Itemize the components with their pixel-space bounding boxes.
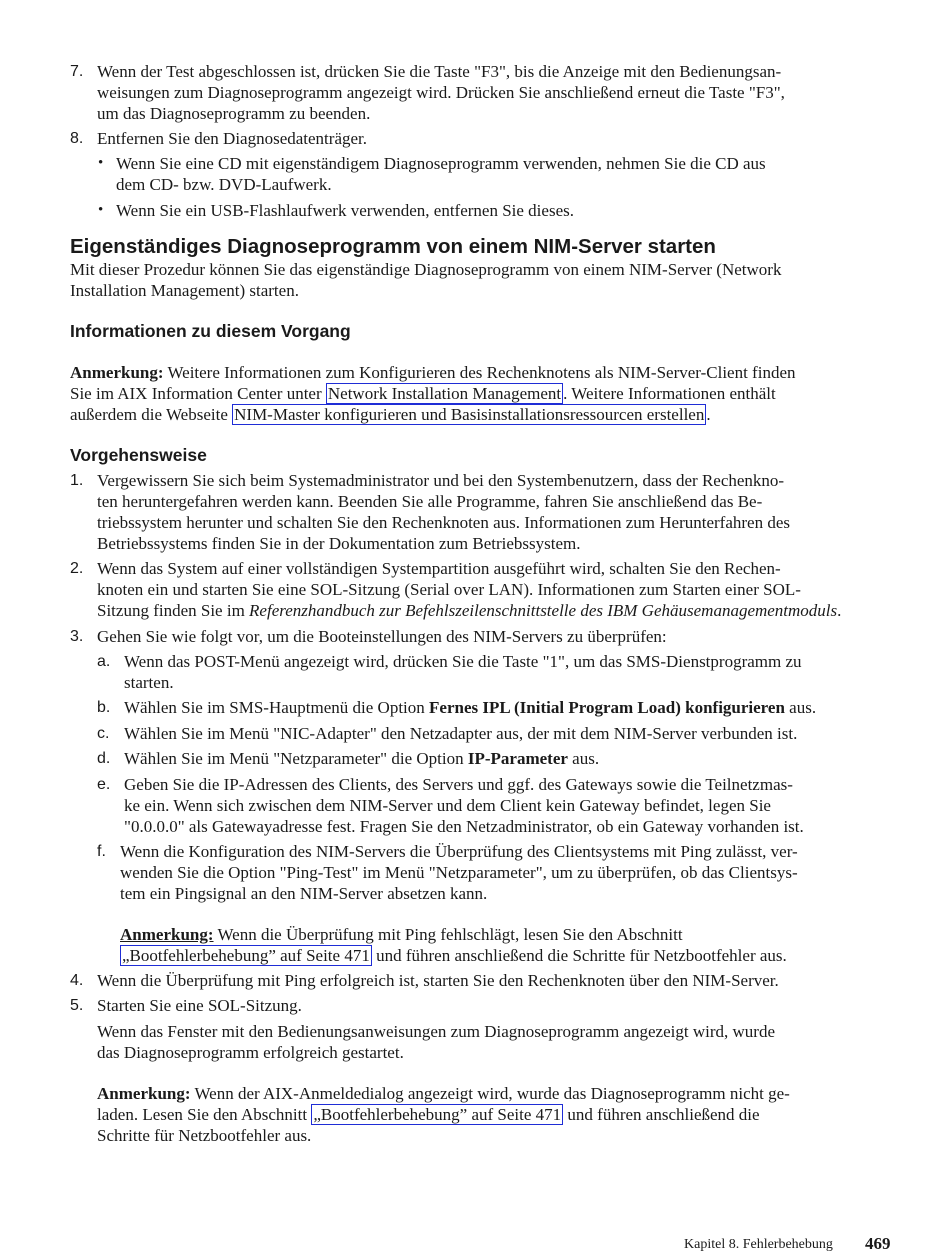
proc-step-5-note-line-2: laden. Lesen Sie den Abschnitt „Bootfehlerbehebung” auf Seite 471 und führen anschließend die	[97, 1105, 760, 1124]
section-title: Eigenständiges Diagnoseprogramm von einem NIM-Server starten	[70, 235, 716, 258]
substep-a-line-2: starten.	[124, 673, 174, 692]
proc-step-1-line-2: ten heruntergefahren werden kann. Beenden Sie alle Programme, fahren Sie anschließend das Be-	[97, 492, 763, 511]
substep-a-letter: a.	[97, 653, 111, 670]
substep-f-letter: f.	[97, 843, 106, 860]
info-note-line-3: außerdem die Webseite NIM-Master konfigurieren und Basisinstallationsressourcen erstellen .	[70, 405, 711, 424]
proc-step-3-number: 3.	[70, 628, 84, 645]
bullet-icon: •	[98, 155, 104, 171]
note-label: Anmerkung:	[70, 363, 164, 382]
proc-step-2-number: 2.	[70, 560, 84, 577]
proc-step-1-line-3: triebssystem herunter und schalten Sie den Rechenknoten aus. Informationen zum Herunterfahren des	[97, 513, 790, 532]
proc-step-5-note-line-1: Anmerkung: Wenn der AIX-Anmeldedialog angezeigt wird, wurde das Diagnoseprogramm nicht ge-	[97, 1084, 790, 1103]
bullet-icon: •	[98, 202, 104, 218]
step-8-number: 8.	[70, 130, 84, 147]
step-8-bullet-1-line-1: Wenn Sie eine CD mit eigenständigem Diagnoseprogramm verwenden, nehmen Sie die CD aus	[116, 154, 766, 173]
proc-step-2-line-2: knoten ein und starten Sie eine SOL-Sitzung (Serial over LAN). Informationen zum Starten einer SOL-	[97, 580, 801, 599]
proc-step-1-line-1: Vergewissern Sie sich beim Systemadministrator und bei den Systembenutzern, dass der Rechenkno-	[97, 471, 785, 490]
proc-step-5-note-line-3: Schritte für Netzbootfehler aus.	[97, 1126, 312, 1145]
substep-d-letter: d.	[97, 750, 111, 767]
substep-f-line-2: wenden Sie die Option "Ping-Test" im Menü "Netzparameter", um zu überprüfen, ob das Clientsys-	[120, 863, 798, 882]
proc-step-5-para-line-1: Wenn das Fenster mit den Bedienungsanweisungen zum Diagnoseprogramm angezeigt wird, wurde	[97, 1022, 775, 1041]
step-8-bullet-1-line-2: dem CD- bzw. DVD-Laufwerk.	[116, 175, 332, 194]
boot-troubleshooting-link[interactable]: „Bootfehlerbehebung” auf Seite 471	[122, 946, 370, 965]
substep-c-text: Wählen Sie im Menü "NIC-Adapter" den Netzadapter aus, der mit dem NIM-Server verbunden ist.	[124, 724, 798, 743]
substep-e-letter: e.	[97, 776, 111, 793]
footer-chapter: Kapitel 8. Fehlerbehebung	[684, 1237, 833, 1252]
section-intro-line-1: Mit dieser Prozedur können Sie das eigenständige Diagnoseprogramm von einem NIM-Server (Network	[70, 260, 782, 279]
step-8-text: Entfernen Sie den Diagnosedatenträger.	[97, 129, 368, 148]
info-note-line-1: Anmerkung: Weitere Informationen zum Konfigurieren des Rechenknotens als NIM-Server-Client finden	[70, 363, 796, 382]
proc-step-1-number: 1.	[70, 472, 84, 489]
note-label: Anmerkung:	[97, 1084, 191, 1103]
substep-f-line-3: tem ein Pingsignal an den NIM-Server absetzen kann.	[120, 884, 488, 903]
substep-d-text: Wählen Sie im Menü "Netzparameter" die Option IP-Parameter aus.	[124, 749, 600, 768]
step-7-number: 7.	[70, 63, 84, 80]
substep-e-line-2: ke ein. Wenn sich zwischen dem NIM-Server und dem Client kein Gateway befindet, legen Sie	[124, 796, 771, 815]
substep-f-note-line-2: „Bootfehlerbehebung” auf Seite 471 und führen anschließend die Schritte für Netzbootfehler aus.	[122, 946, 787, 965]
boot-troubleshooting-link[interactable]: „Bootfehlerbehebung” auf Seite 471	[313, 1105, 562, 1124]
substep-f-line-1: Wenn die Konfiguration des NIM-Servers die Überprüfung des Clientsystems mit Ping zulässt, ver-	[120, 842, 798, 861]
substep-e-line-3: "0.0.0.0" als Gatewayadresse fest. Fragen Sie den Netzadministrator, ob ein Gateway vorhanden ist.	[124, 817, 804, 836]
page-number: 469	[865, 1234, 891, 1253]
substep-b-text: Wählen Sie im SMS-Hauptmenü die Option Fernes IPL (Initial Program Load) konfigurieren aus.	[124, 698, 817, 717]
substep-e-line-1: Geben Sie die IP-Adressen des Clients, des Servers und ggf. des Gateways sowie die Teilnetzmas-	[124, 775, 793, 794]
info-heading: Informationen zu diesem Vorgang	[70, 321, 351, 341]
step-7-line-3: um das Diagnoseprogramm zu beenden.	[97, 104, 371, 123]
step-7-line-1: Wenn der Test abgeschlossen ist, drücken Sie die Taste "F3", bis die Anzeige mit den Bedienungsan-	[97, 62, 782, 81]
proc-step-5-text: Starten Sie eine SOL-Sitzung.	[97, 996, 302, 1015]
proc-step-4-text: Wenn die Überprüfung mit Ping erfolgreich ist, starten Sie den Rechenknoten über den NIM-Server.	[97, 971, 779, 990]
proc-step-3-text: Gehen Sie wie folgt vor, um die Booteinstellungen des NIM-Servers zu überprüfen:	[97, 627, 667, 646]
substep-b-letter: b.	[97, 699, 111, 716]
proc-step-4-number: 4.	[70, 972, 84, 989]
proc-step-5-para-line-2: das Diagnoseprogramm erfolgreich gestartet.	[97, 1043, 404, 1062]
step-8-bullet-2-line-1: Wenn Sie ein USB-Flashlaufwerk verwenden, entfernen Sie dieses.	[116, 201, 574, 220]
note-label: Anmerkung:	[120, 925, 214, 944]
section-intro-line-2: Installation Management) starten.	[70, 281, 299, 300]
proc-step-2-line-3: Sitzung finden Sie im Referenzhandbuch zur Befehlszeilenschnittstelle des IBM Gehäusemanagementmoduls.	[97, 601, 842, 620]
substep-c-letter: c.	[97, 725, 110, 742]
info-note-line-2: Sie im AIX Information Center unter Network Installation Management . Weitere Informationen enthält	[70, 384, 776, 403]
substep-f-note-line-1: Anmerkung: Wenn die Überprüfung mit Ping fehlschlägt, lesen Sie den Abschnitt	[120, 925, 683, 944]
proc-step-5-number: 5.	[70, 997, 84, 1014]
network-installation-management-link[interactable]: Network Installation Management	[327, 384, 562, 403]
reference-manual-title: Referenzhandbuch zur Befehlszeilenschnittstelle des IBM Gehäusemanagementmoduls	[249, 601, 838, 620]
step-7-line-2: weisungen zum Diagnoseprogramm angezeigt wird. Drücken Sie anschließend erneut die Taste "F3",	[97, 83, 785, 102]
procedure-heading: Vorgehensweise	[70, 445, 207, 465]
proc-step-2-line-1: Wenn das System auf einer vollständigen Systempartition ausgeführt wird, schalten Sie den Rechen-	[97, 559, 781, 578]
nim-master-link[interactable]: NIM-Master konfigurieren und Basisinstallationsressourcen erstellen	[234, 405, 705, 424]
substep-a-line-1: Wenn das POST-Menü angezeigt wird, drücken Sie die Taste "1", um das SMS-Dienstprogramm zu	[124, 652, 802, 671]
proc-step-1-line-4: Betriebssystems finden Sie in der Dokumentation zum Betriebssystem.	[97, 534, 581, 553]
